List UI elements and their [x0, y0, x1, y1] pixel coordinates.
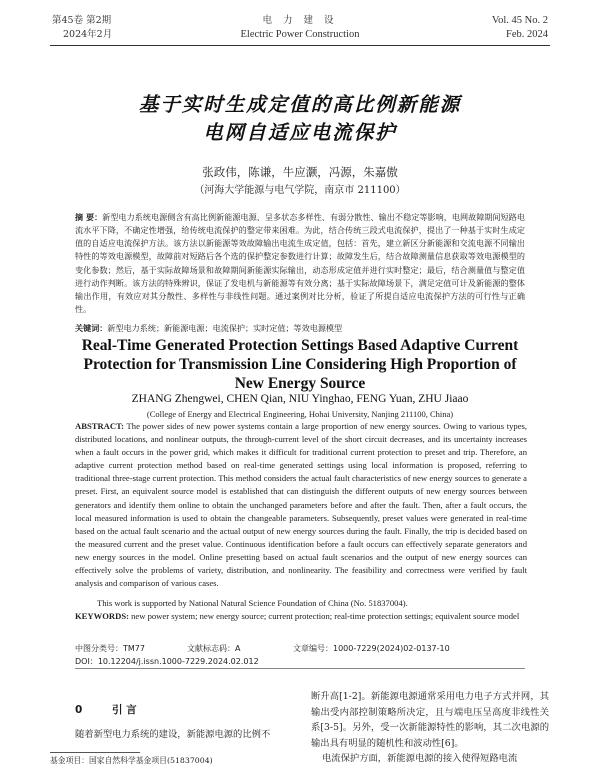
affiliation-en: (College of Energy and Electrical Engineering, Hohai University, Nanjing 211100, China) [146, 409, 454, 419]
section-heading [75, 702, 137, 717]
title-en-line2: Protection for Transmission Line Considering High Proportion of [83, 356, 517, 373]
body-left-text: 随着新型电力系统的建设，新能源电源的比例不 [75, 729, 271, 740]
header-date-en: Feb. 2024 [506, 29, 548, 40]
meta-rule [75, 668, 525, 669]
keywords-cn-text: 新型电力系统；新能源电源；电流保护；实时定值；等效电源模型 [107, 323, 343, 333]
header-volume-en: Vol. 45 No. 2 [491, 15, 548, 26]
meta-doc-code: 文献标志码：A [187, 644, 241, 653]
authors-cn: 张政伟，陈谦，牛应灏，冯源，朱嘉傲 [202, 165, 398, 179]
footnote-rule [50, 752, 140, 753]
header-date-cn: 2024年2月 [63, 29, 113, 40]
footnote-funding: 基金项目：国家自然科学基金项目(51837004) [50, 756, 213, 765]
body-right-text: 断升高[1-2]。新能源电源通常采用电力电子方式并网，其输出受内部控制策略所决定，且与端电压呈高度非线性关系[3-5]。另外，受一次新能源特性的影响，其二次电源的输出具有明显的随机性和波动性[6]。 [311, 691, 549, 749]
abstract-en-text: The power sides of new power systems contain a large proportion of new energy sources. Owing to various types, distributed locations, and nonlinear outputs, the through-current level of the short circuit decreases, and its uncertainty increases when a fault occurs in the power grid, which makes it difficult for traditional current protection to preset and trip. Therefore, an adaptive current protection method based on real-time generated settings using local information is proposed, referring to traditional three-stage current protection. This method considers the actual fault characteristics of new energy sources to generate a preset. First, an equivalent source model is established that can distinguish the different outputs of new energy sources between generators and identify them online to obtain the unchanged parameters before and after the fault. Then, after a fault occurs, the local measured information is used to obtain the changeable parameters. Subsequently, preset values were generated in real-time based on the actual fault scenario and the actual output of new energy sources during the fault. Finally, the trip is decided based on the measured current and the preset value. Continuous identification before a fault occurs can effectively separate generators and new energy sources in the model. Online presetting based on actual fault scenarios and the output of new energy sources can effectively solve the problems of variety, distribution, and nonlinearity. The feasibility and correctness were verified by fault analysis and comparison of various cases. [75, 421, 528, 589]
header-rule [50, 45, 550, 46]
title-cn-line2: 电网自适应电流保护 [203, 121, 397, 144]
meta-doi: DOI：10.12204/j.issn.1000-7229.2024.02.012 [75, 657, 259, 666]
keywords-en-text: new power system; new energy source; current protection; real-time protection settings; equivalent source model [131, 611, 520, 621]
keywords-cn [75, 322, 525, 335]
section-title: 引 言 [111, 704, 137, 716]
abstract-cn-text: 新型电力系统电源侧含有高比例新能源电源、呈多状态多样性、有弱分散性、输出不稳定等影响，电网故障期间短路电流水平下降，不确定性增强，给传统电流保护的整定带来困难。为此，结合传统三段式电流保护，提出了一种基于实时生成定值的自适应电流保护方法。该方法以新能源等效故障输出电流生成定值，包括：首先，建立新区分新能源和交流电源不同输出特性的等效电源模型，故障前对短路后各个选的保护整定参数进行计算；故障发生后，结合故障测量信息获取等效电源模型的变化参数；然后，基于实际故障场景和故障期间新能源实际输出，动态形成定值并进行实时整定；最后，结合测量值与整定值进行动作判断。该方法的特殊辨识，保证了发电机与新能源等有效分离；基于实际故障场景下，满足定值可计及新能源的整体输出作用，有效应对其分散性、多样性与非线性问题。通过案例对比分析，验证了所提自适应电流保护方法的可行性与正确性。 [75, 212, 525, 315]
header-journal-en: Electric Power Construction [240, 29, 360, 40]
title-en-line3: New Energy Source [234, 375, 366, 392]
title-en-line1: Real-Time Generated Protection Settings Based Adaptive Current [81, 337, 519, 354]
abstract-en-support: This work is supported by National Natural Science Foundation of China (No. 51837004). [97, 598, 408, 608]
keywords-cn-label: 关键词： [75, 323, 108, 333]
keywords-en-label: KEYWORDS: [75, 611, 129, 621]
affiliation-cn: （河海大学能源与电气学院，南京市 211100） [194, 185, 406, 196]
section-number: 0 [75, 704, 83, 716]
abstract-cn [75, 211, 525, 316]
meta-article-no: 文章编号：1000-7229(2024)02-0137-10 [293, 644, 450, 653]
body-right-last: 电流保护方面，新能源电源的接入使得短路电流 [322, 753, 518, 764]
header-journal-cn: 电 力 建 设 [262, 15, 338, 26]
meta-clc: 中图分类号：TM77 [75, 644, 145, 653]
title-cn-line1: 基于实时生成定值的高比例新能源 [138, 93, 462, 116]
keywords-en [75, 610, 527, 623]
abstract-en [75, 420, 527, 590]
abstract-cn-label: 摘 要： [75, 212, 103, 222]
abstract-en-label: ABSTRACT: [75, 421, 125, 431]
authors-en: ZHANG Zhengwei, CHEN Qian, NIU Yinghao, FENG Yuan, ZHU Jiaao [131, 393, 469, 405]
header-volume-cn: 第45卷 第2期 [52, 15, 112, 26]
